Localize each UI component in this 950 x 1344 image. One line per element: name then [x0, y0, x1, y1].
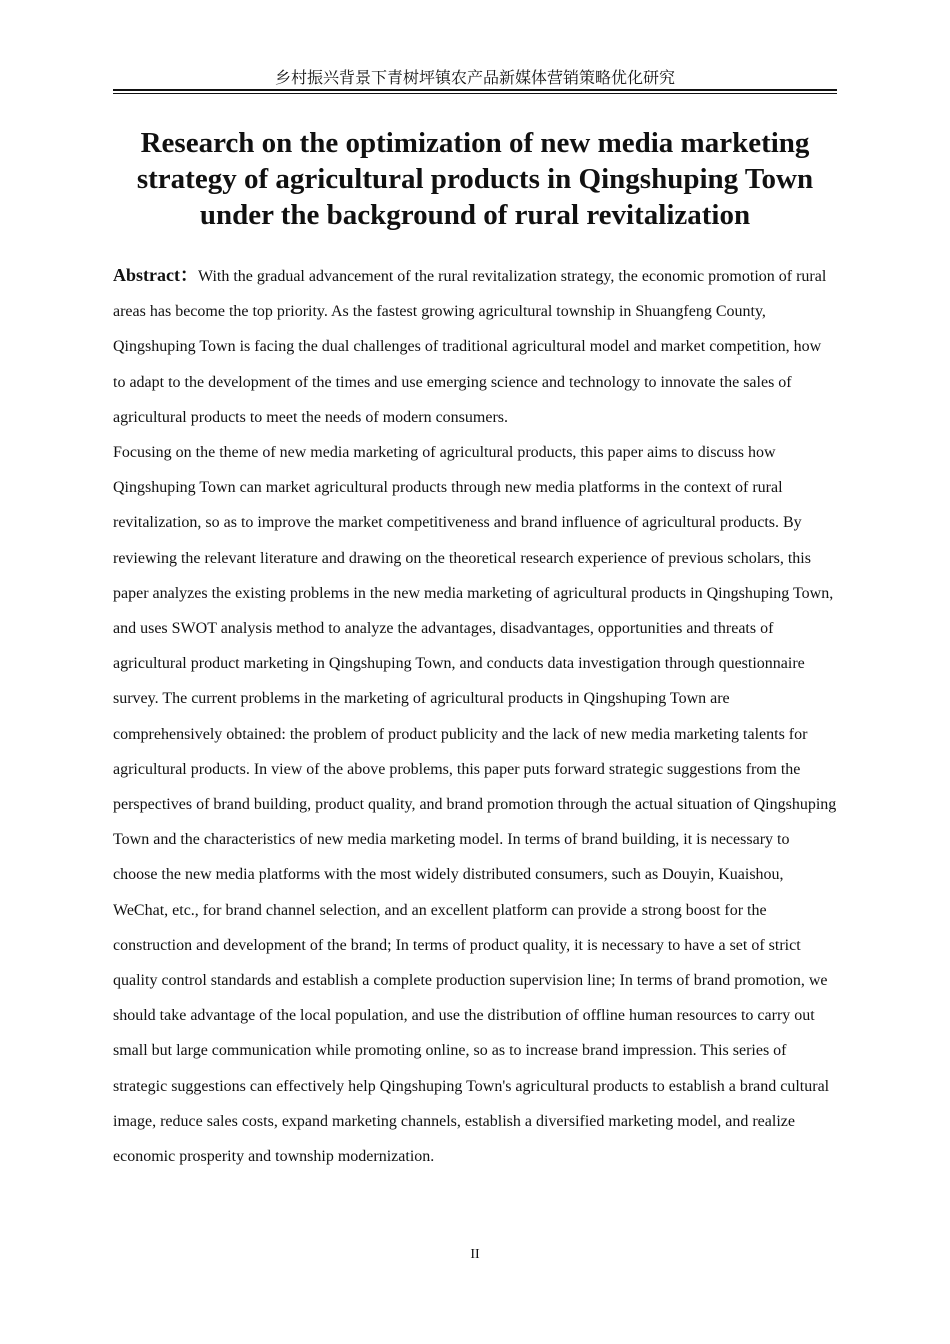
abstract-paragraph-2: Focusing on the theme of new media marketing of agricultural products, this paper aims to discuss how Qingshuping Town can market agricultural products through new media platforms in the context of rural revitalization, so as to improve the market competitiveness and brand influence of agricultural products. By reviewing the relevant literature and drawing on the theoretical research experience of previous scholars, this paper analyzes the existing problems in the new media marketing of agricultural products in Qingshuping Town, and uses SWOT analysis method to analyze the advantages, disadvantages, opportunities and threats of agricultural product marketing in Qingshuping Town, and conducts data investigation through questionnaire survey. The current problems in the marketing of agricultural products in Qingshuping Town are comprehensively obtained: the problem of product publicity and the lack of new media marketing talents for agricultural products. In view of the above problems, this paper puts forward strategic suggestions from the perspectives of brand building, product quality, and brand promotion through the actual situation of Qingshuping Town and the characteristics of new media marketing model. In terms of brand building, it is necessary to choose the new media platforms with the most widely distributed consumers, such as Douyin, Kuaishou, WeChat, etc., for brand channel selection, and an excellent platform can provide a strong boost for the construction and development of the brand; In terms of product quality, it is necessary to have a set of strict quality control standards and establish a complete production supervision line; In terms of brand promotion, we should take advantage of the local population, and use the distribution of offline human resources to carry out small but large communication while promoting online, so as to increase brand impression. This series of strategic suggestions can effectively help Qingshuping Town's agricultural products to establish a brand cultural image, reduce sales costs, expand marketing channels, establish a diversified marketing model, and realize economic prosperity and township modernization. [113, 444, 837, 1166]
abstract-paragraph-1 [113, 258, 837, 435]
abstract-paragraph-1-text: With the gradual advancement of the rural revitalization strategy, the economic promotion of rural areas has become the top priority. As the fastest growing agricultural township in Shuangfeng County, Qingshuping Town is facing the dual challenges of traditional agricultural model and market competition, how to adapt to the development of the times and use emerging science and technology to innovate the sales of agricultural products to meet the needs of modern consumers. [113, 268, 827, 426]
running-header: 乡村振兴背景下青树坪镇农产品新媒体营销策略优化研究 [274, 68, 675, 87]
header-rule-thin [113, 93, 837, 94]
header-rule-thick [113, 89, 837, 91]
abstract-section [113, 258, 837, 1174]
page-number: II [470, 1247, 480, 1262]
abstract-label: Abstract： [113, 265, 198, 285]
paper-title: Research on the optimization of new media marketing strategy of agricultural products in Qingshuping Town under the background of rural revitalization [136, 127, 814, 231]
